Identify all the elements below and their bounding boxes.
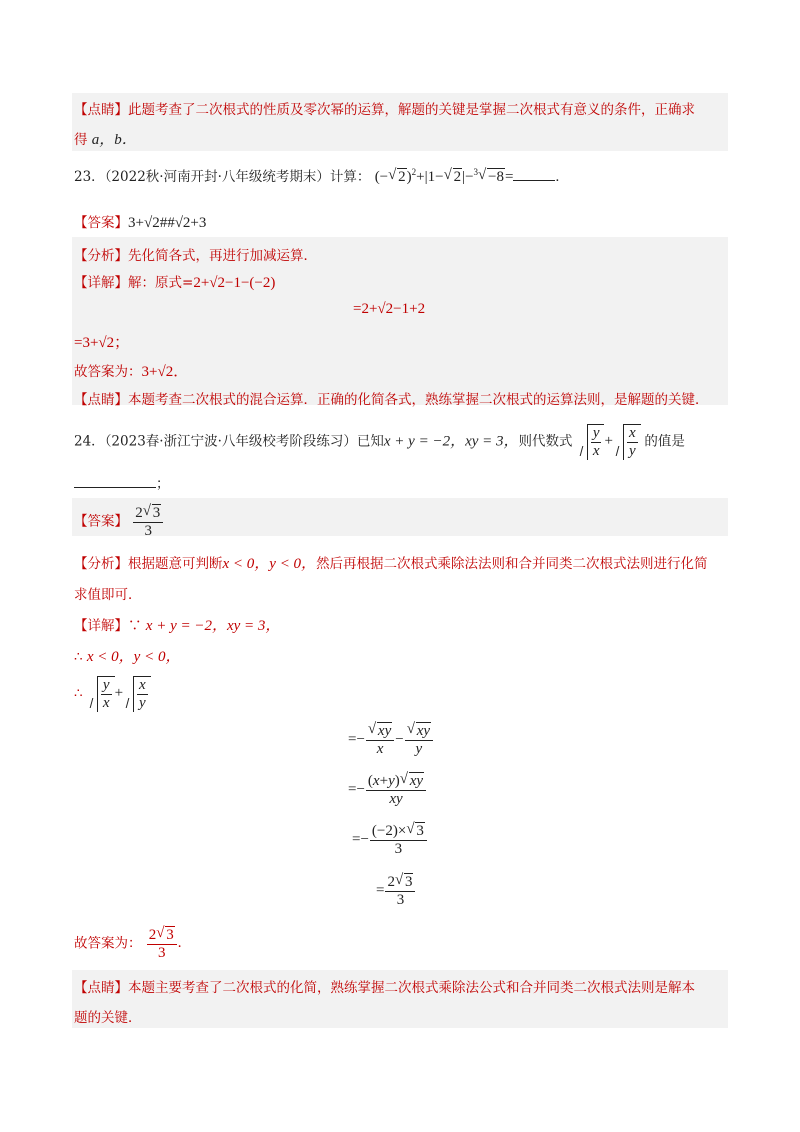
q24-detail-line1 <box>74 614 280 635</box>
q24-question <box>74 424 685 460</box>
q24-analysis-line2: 求值即可． <box>74 587 142 603</box>
question-number: 23． <box>74 169 105 185</box>
q24-step-2: =− $\frac{(x+y)√ xy}{xy}$ <box>348 772 427 808</box>
analysis-label: 【分析】 <box>74 556 128 572</box>
answer-value: 3+√2##√2+3 <box>128 215 207 231</box>
question-condition: x + y = −2，xy = 3， <box>383 433 519 450</box>
answer-value: $\frac{2√ 3}{3}$ <box>132 513 164 529</box>
final-value: 3+√2． <box>141 364 189 380</box>
detail-condition: x + y = −2，xy = 3， <box>145 618 281 634</box>
analysis-label: 【分析】 <box>74 248 128 264</box>
q24-answer-block <box>72 498 728 536</box>
q23-answer <box>74 211 206 232</box>
question-source: （2022秋·河南开封·八年级统考期末）计算： <box>104 169 371 185</box>
q24-step-4: = $\frac{2√ 3}{3}$ <box>376 873 416 909</box>
comment-text: 此题考查了二次根式的性质及零次幂的运算，解题的关键是掌握二次根式有意义的条件，正确求 <box>128 102 695 118</box>
comment-ab: a，b． <box>91 132 137 148</box>
final-prefix: 故答案为： <box>74 935 142 952</box>
analysis-condition: x < 0，y < 0， <box>222 556 317 572</box>
comment-label: 【点睛】 <box>74 102 128 118</box>
q24-step-1: =− √ $\frac{xy}{x}$ − √ $\frac{xy}{y}$ <box>348 722 434 758</box>
q24-detail-line2 <box>74 645 180 666</box>
comment-label: 【点睛】 <box>74 980 128 996</box>
question-expression: (−√ 2)$^2$+|1−√ 2|−$^3$√ −8= . <box>375 169 560 185</box>
q23-comment <box>74 388 709 408</box>
q22-comment-line2 <box>74 128 137 149</box>
detail-label: 【详解】 <box>74 618 128 634</box>
question-number: 24． <box>74 433 105 450</box>
q23-step-3: =3+√2； <box>74 335 130 351</box>
negative-condition: x < 0，y < 0， <box>86 649 181 665</box>
because-symbol: ∵ <box>128 618 142 634</box>
step-1: 2+√2−1−(−2) <box>193 275 276 291</box>
detail-prefix: 解：原式= <box>128 275 194 291</box>
analysis-text: 先化简各式，再进行加减运算． <box>128 248 317 264</box>
detail-label: 【详解】 <box>74 275 128 291</box>
comment-text-1: 本题主要考查了二次根式的化简，熟练掌握二次根式乘除法公式和合并同类二次根式法则是解本 <box>128 980 695 996</box>
q24-comment-line1 <box>74 976 695 996</box>
analysis-text-2: 然后再根据二次根式乘除法法则和合并同类二次根式法则进行化简 <box>316 556 708 572</box>
therefore-symbol: ∴ <box>74 649 83 665</box>
answer-label: 【答案】 <box>74 215 128 231</box>
q24-detail-line3 <box>74 676 151 712</box>
q22-comment-line1 <box>74 98 695 118</box>
q23-step-2: =2+√2−1+2 <box>353 301 426 317</box>
therefore-symbol-2: ∴ <box>74 685 83 702</box>
q23-question <box>74 165 559 186</box>
q24-answer <box>74 504 164 540</box>
question-expression: $\frac{y}{x}$ + $\frac{x}{y}$ <box>577 433 645 449</box>
detail-expression: $\frac{y}{x}$ + $\frac{x}{y}$ <box>87 685 151 701</box>
semicolon: ； <box>156 476 170 492</box>
q24-final <box>74 926 182 962</box>
final-prefix: 故答案为： <box>74 364 142 380</box>
answer-blank <box>74 473 156 488</box>
q23-detail <box>74 271 275 292</box>
comment-label: 【点睛】 <box>74 392 128 408</box>
comment-text-2: 得 <box>74 132 88 148</box>
analysis-text-1: 根据题意可判断 <box>128 556 223 572</box>
answer-label: 【答案】 <box>74 513 128 530</box>
question-value-text: 的值是 <box>644 433 685 450</box>
final-value: $\frac{2√ 3}{3}$ . <box>146 935 182 951</box>
question-then: 则代数式 <box>518 433 573 450</box>
q24-blank-line <box>74 472 170 492</box>
question-source: （2023春·浙江宁波·八年级校考阶段练习）已知 <box>104 433 384 450</box>
q24-step-3: =− $\frac{(-2)\times√ 3}{3}$ <box>352 822 428 858</box>
comment-text: 本题考查二次根式的混合运算．正确的化简各式，熟练掌握二次根式的运算法则，是解题的关键． <box>128 392 709 408</box>
q23-final <box>74 360 188 381</box>
q24-comment-line2: 题的关键． <box>74 1010 142 1026</box>
q23-analysis <box>74 244 317 264</box>
q24-analysis-line1 <box>74 552 708 573</box>
